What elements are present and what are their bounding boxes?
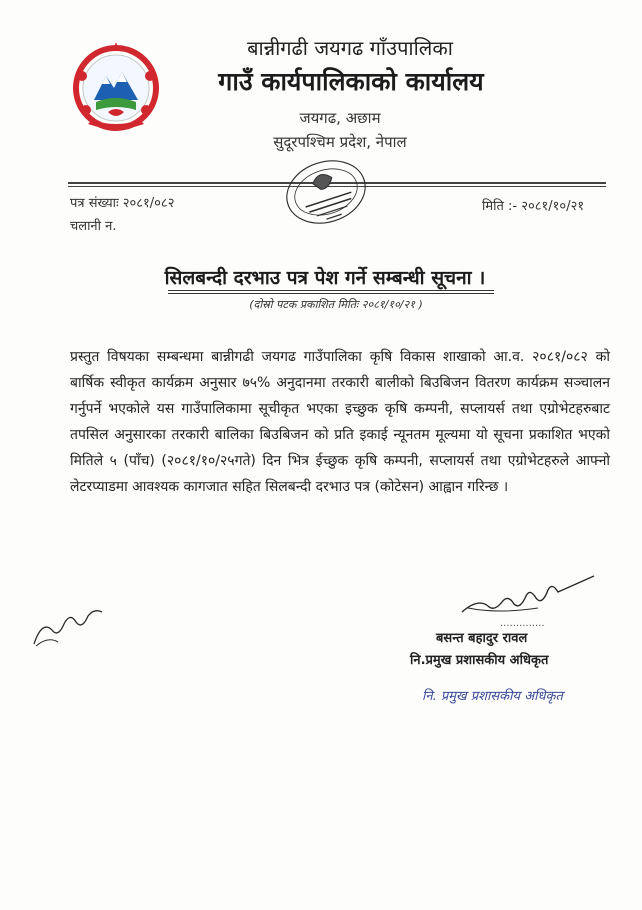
signer-name: बसन्त बहादुर रावल — [436, 631, 528, 646]
office-stamp-icon — [278, 150, 374, 234]
nepal-emblem-icon — [66, 36, 166, 136]
office-province: सुदूरपश्चिम प्रदेश, नेपाल — [273, 133, 407, 151]
notice-title: सिलबन्दी दरभाउ पत्र पेश गर्ने सम्बन्धी सूचना । — [164, 267, 486, 289]
signer-title: नि.प्रमुख प्रशासकीय अधिकृत — [410, 653, 549, 668]
office-name: गाउँ कार्यपालिकाको कार्यालय — [218, 67, 484, 96]
title-underline — [168, 290, 494, 291]
letter-date: मिति :- २०८१/१०/२१ — [482, 199, 585, 214]
letter-number: पत्र संख्याः २०८१/०८२ — [70, 196, 175, 211]
title-underline-2 — [168, 293, 494, 294]
notice-subtitle: (दोस्रो पटक प्रकाशित मितिः २०८१/१०/२१ ) — [249, 298, 423, 311]
signature-line: .............. — [500, 618, 545, 629]
initials-signature-icon — [28, 600, 108, 650]
dispatch-number: चलानी न. — [70, 219, 117, 234]
municipality-name: बान्नीगढी जयगढ गाँउपालिका — [247, 36, 453, 60]
notice-body: प्रस्तुत विषयका सम्बन्धमा बान्नीगढी जयगढ गाउँपालिका कृषि विकास शाखाको आ.व. २०८१/०८२ को बार्षिक स्वीकृत कार्यक्रम अनुसार ७५% अनुदानमा तरकारी बालीको बिउबिजन वितरण कार्यक्रम सञ्चालन गर्नुपर्ने भएकोले यस गाउँपालिकामा सूचीकृत भएका इच्छुक कृषि कम्पनी, सप्लायर्स तथा एग्रोभेटहरुबाट तपसिल अनुसारका तरकारी बालिका बिउबिजन को प्रति इकाई न्यूनतम मूल्यमा यो सूचना प्रकाशित भएको मितिले ५ (पाँच) (२०८१/१०/२५गते) दिन भित्र ईच्छुक कृषि कम्पनी, सप्लायर्स तथा एग्रोभेटहरुले आफ्नो लेटरप्याडमा आवश्यक कागजात सहित सिलबन्दी दरभाउ पत्र (कोटेसन) आह्वान गरिन्छ । — [70, 349, 610, 495]
office-address: जयगढ, अछाम — [299, 109, 381, 127]
signature-icon — [458, 568, 598, 620]
designation-stamp: नि. प्रमुख प्रशासकीय अधिकृत — [422, 689, 563, 704]
